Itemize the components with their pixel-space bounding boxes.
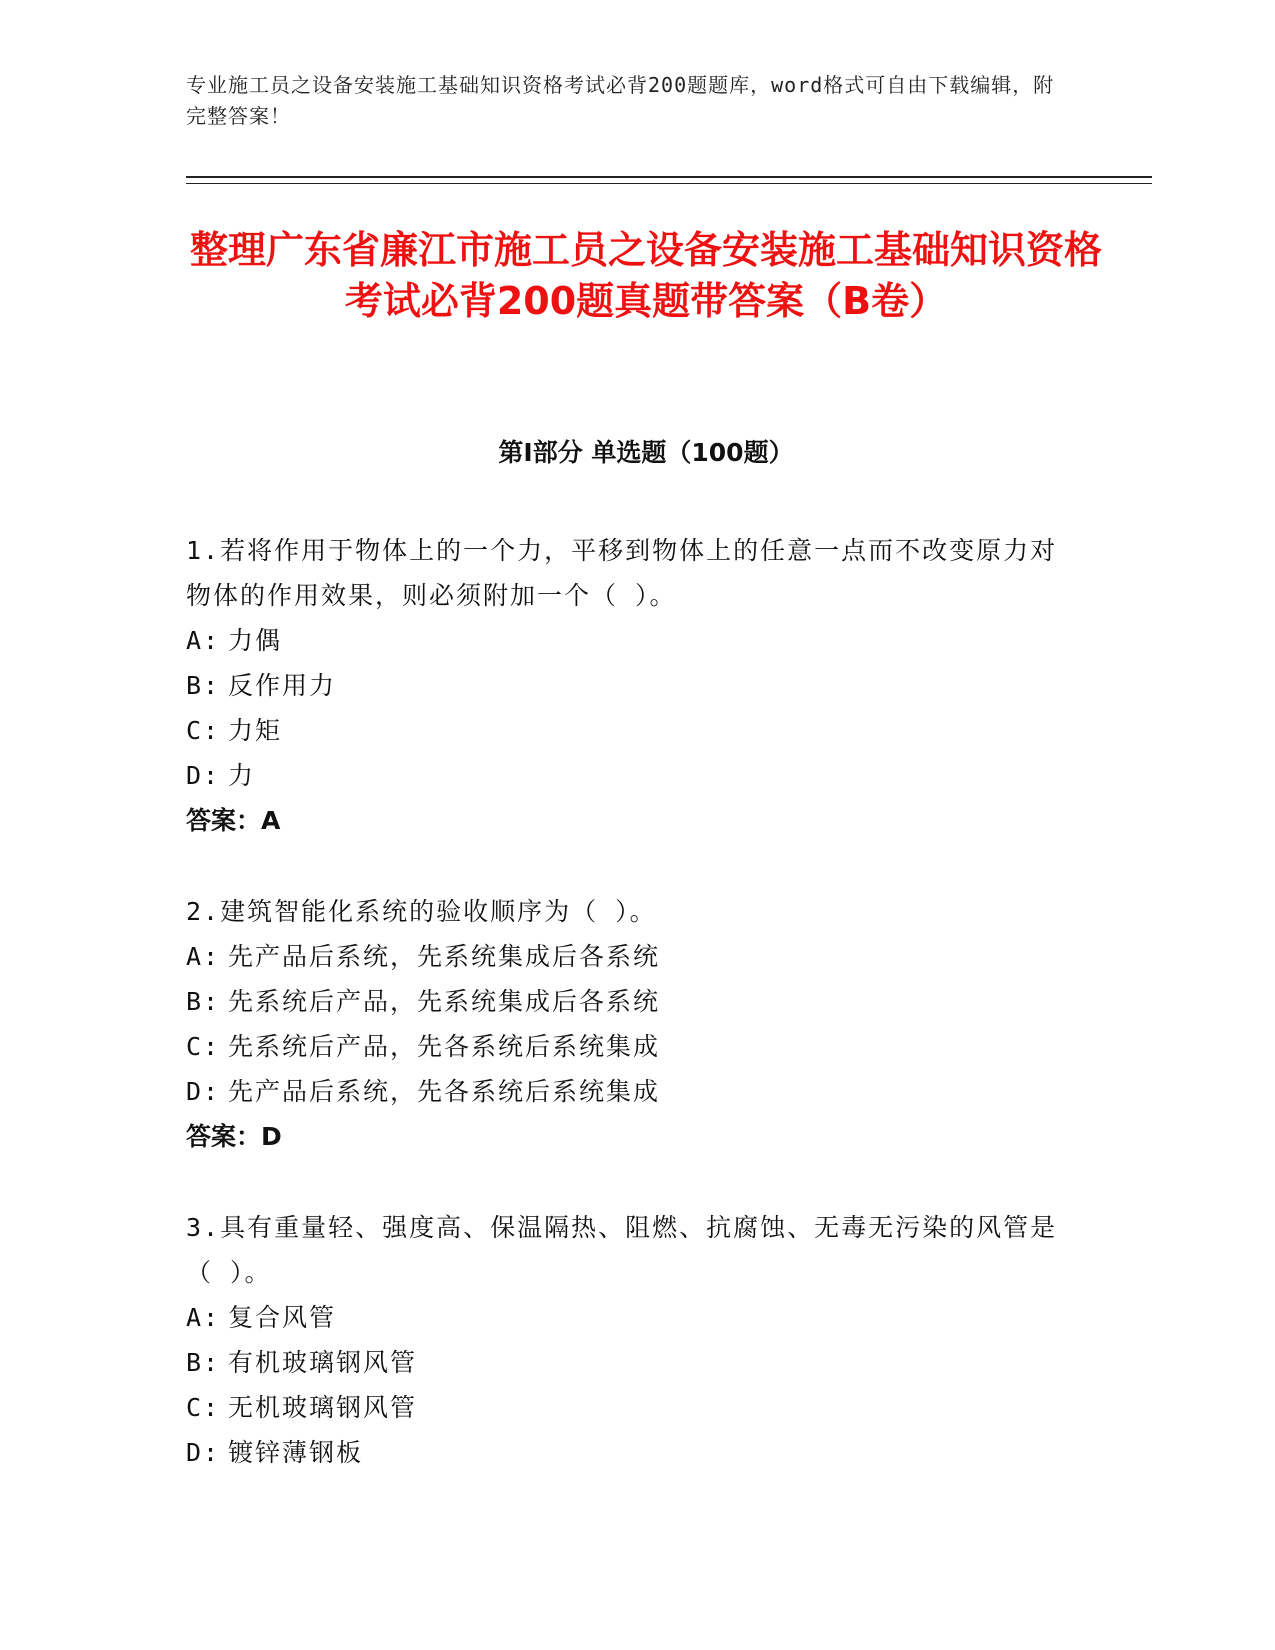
option-text: 反作用力 <box>228 671 337 700</box>
option-text: 有机玻璃钢风管 <box>228 1348 418 1377</box>
question-1 <box>186 528 1066 843</box>
option-letter: C: <box>186 716 221 745</box>
option-letter: D: <box>186 761 221 790</box>
option-c <box>186 1385 1066 1430</box>
option-letter: B: <box>186 671 221 700</box>
option-d <box>186 753 1066 798</box>
question-stem: 1.若将作用于物体上的一个力，平移到物体上的任意一点而不改变原力对物体的作用效果，则必须附加一个（ ）。 <box>186 536 1058 610</box>
question-list <box>186 528 1066 1521</box>
answer-line: 答案：D <box>186 1122 282 1151</box>
option-text: 力矩 <box>228 716 283 745</box>
option-letter: B: <box>186 1348 221 1377</box>
option-text: 先产品后系统，先系统集成后各系统 <box>228 942 661 971</box>
option-letter: A: <box>186 626 221 655</box>
section-heading: 第I部分 单选题（100题） <box>498 438 794 467</box>
question-stem: 3.具有重量轻、强度高、保温隔热、阻燃、抗腐蚀、无毒无污染的风管是（ ）。 <box>186 1213 1058 1287</box>
question-2 <box>186 889 1066 1159</box>
option-letter: D: <box>186 1438 221 1467</box>
option-d <box>186 1430 1066 1475</box>
option-d <box>186 1069 1066 1114</box>
option-text: 镀锌薄钢板 <box>228 1438 364 1467</box>
header-note: 专业施工员之设备安装施工基础知识资格考试必背200题题库，word格式可自由下载编辑，附完整答案！ <box>186 73 1055 128</box>
question-stem: 2.建筑智能化系统的验收顺序为（ ）。 <box>186 897 657 926</box>
option-letter: D: <box>186 1077 221 1106</box>
header-divider-thick <box>186 176 1152 178</box>
document-title: 整理广东省廉江市施工员之设备安装施工基础知识资格考试必背200题真题带答案（B卷） <box>189 228 1102 323</box>
option-letter: B: <box>186 987 221 1016</box>
option-letter: A: <box>186 1303 221 1332</box>
question-3 <box>186 1205 1066 1475</box>
header-divider-thin <box>186 183 1152 184</box>
option-text: 先系统后产品，先系统集成后各系统 <box>228 987 661 1016</box>
option-b <box>186 663 1066 708</box>
option-text: 力偶 <box>228 626 283 655</box>
option-b <box>186 979 1066 1024</box>
option-a <box>186 1295 1066 1340</box>
option-c <box>186 1024 1066 1069</box>
option-a <box>186 934 1066 979</box>
option-text: 先产品后系统，先各系统后系统集成 <box>228 1077 661 1106</box>
option-c <box>186 708 1066 753</box>
option-letter: C: <box>186 1032 221 1061</box>
option-text: 力 <box>228 761 256 790</box>
option-a <box>186 618 1066 663</box>
option-b <box>186 1340 1066 1385</box>
answer-line: 答案：A <box>186 806 281 835</box>
option-letter: A: <box>186 942 221 971</box>
option-text: 先系统后产品，先各系统后系统集成 <box>228 1032 661 1061</box>
option-text: 复合风管 <box>228 1303 337 1332</box>
option-text: 无机玻璃钢风管 <box>228 1393 418 1422</box>
option-letter: C: <box>186 1393 221 1422</box>
